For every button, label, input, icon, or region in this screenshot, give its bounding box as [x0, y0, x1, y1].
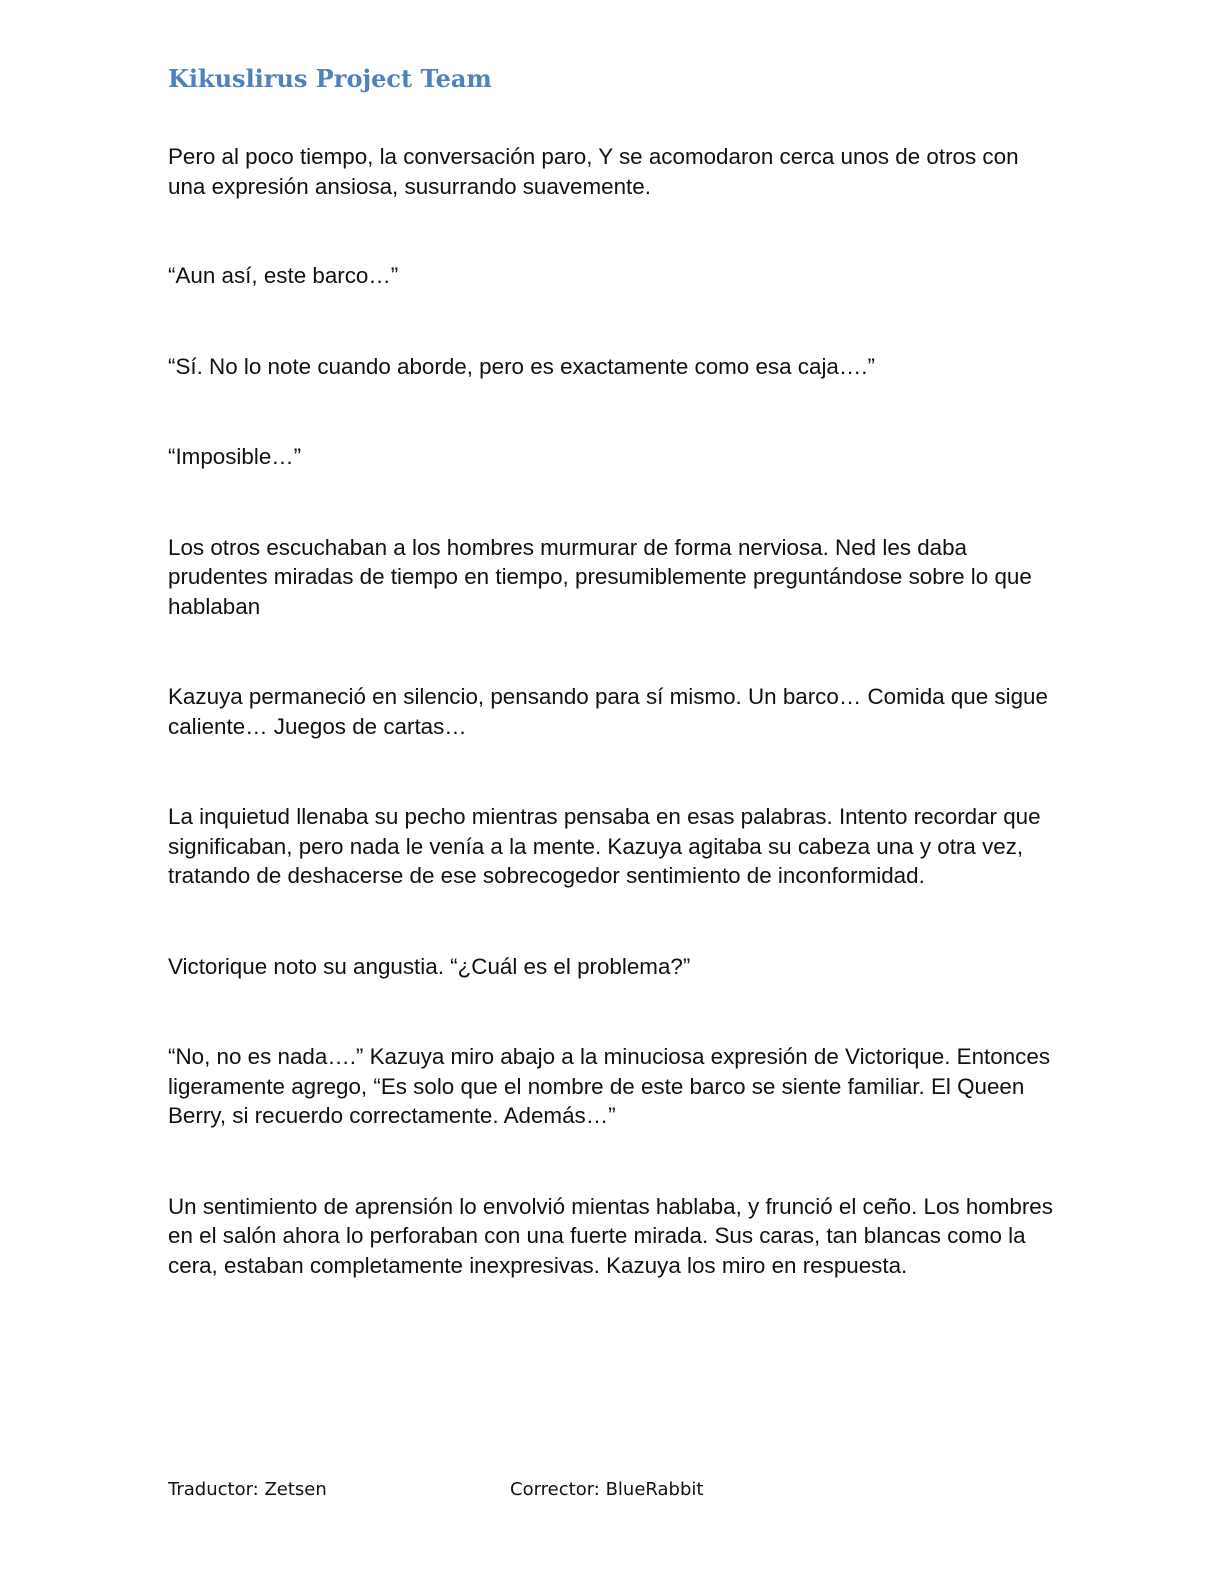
paragraph: Kazuya permaneció en silencio, pensando para sí mismo. Un barco… Comida que sigue caliente… Juegos de cartas… — [168, 684, 1048, 739]
paragraph: Un sentimiento de aprensión lo envolvió mientas hablaba, y frunció el ceño. Los hombres en el salón ahora lo perforaban con una fuerte mirada. Sus caras, tan blancas como la cera, estaban completamente inexpresivas. Kazuya los miro en respuesta. — [168, 1193, 1053, 1278]
paragraph: Pero al poco tiempo, la conversación paro, Y se acomodaron cerca unos de otros con una expresión ansiosa, susurrando suavemente. — [168, 144, 1019, 199]
paragraph: “Imposible…” — [168, 444, 302, 469]
paragraph: “No, no es nada….” Kazuya miro abajo a la minuciosa expresión de Victorique. Entonces ligeramente agrego, “Es solo que el nombre de este barco se siente familiar. El Queen Berry, si recuerdo correctamente. Además…” — [168, 1044, 1051, 1128]
footer-translator: Traductor: Zetsen — [168, 1479, 327, 1500]
paragraph: La inquietud llenaba su pecho mientras pensaba en esas palabras. Intento recordar que significaban, pero nada le venía a la mente. Kazuya agitaba su cabeza una y otra vez, tratando de deshacerse de ese sobrecogedor sentimiento de inconformidad. — [168, 804, 1041, 888]
paragraph: “Aun así, este barco…” — [168, 263, 399, 288]
page-header-title: Kikuslirus Project Team — [168, 64, 492, 93]
paragraph: Victorique noto su angustia. “¿Cuál es el problema?” — [168, 953, 691, 979]
document-body — [168, 142, 1058, 1280]
paragraph: “Sí. No lo note cuando aborde, pero es exactamente como esa caja….” — [168, 353, 875, 379]
footer-corrector: Corrector: BlueRabbit — [510, 1479, 704, 1500]
paragraph: Los otros escuchaban a los hombres murmurar de forma nerviosa. Ned les daba prudentes miradas de tiempo en tiempo, presumiblemente preguntándose sobre lo que hablaban — [168, 534, 1032, 619]
